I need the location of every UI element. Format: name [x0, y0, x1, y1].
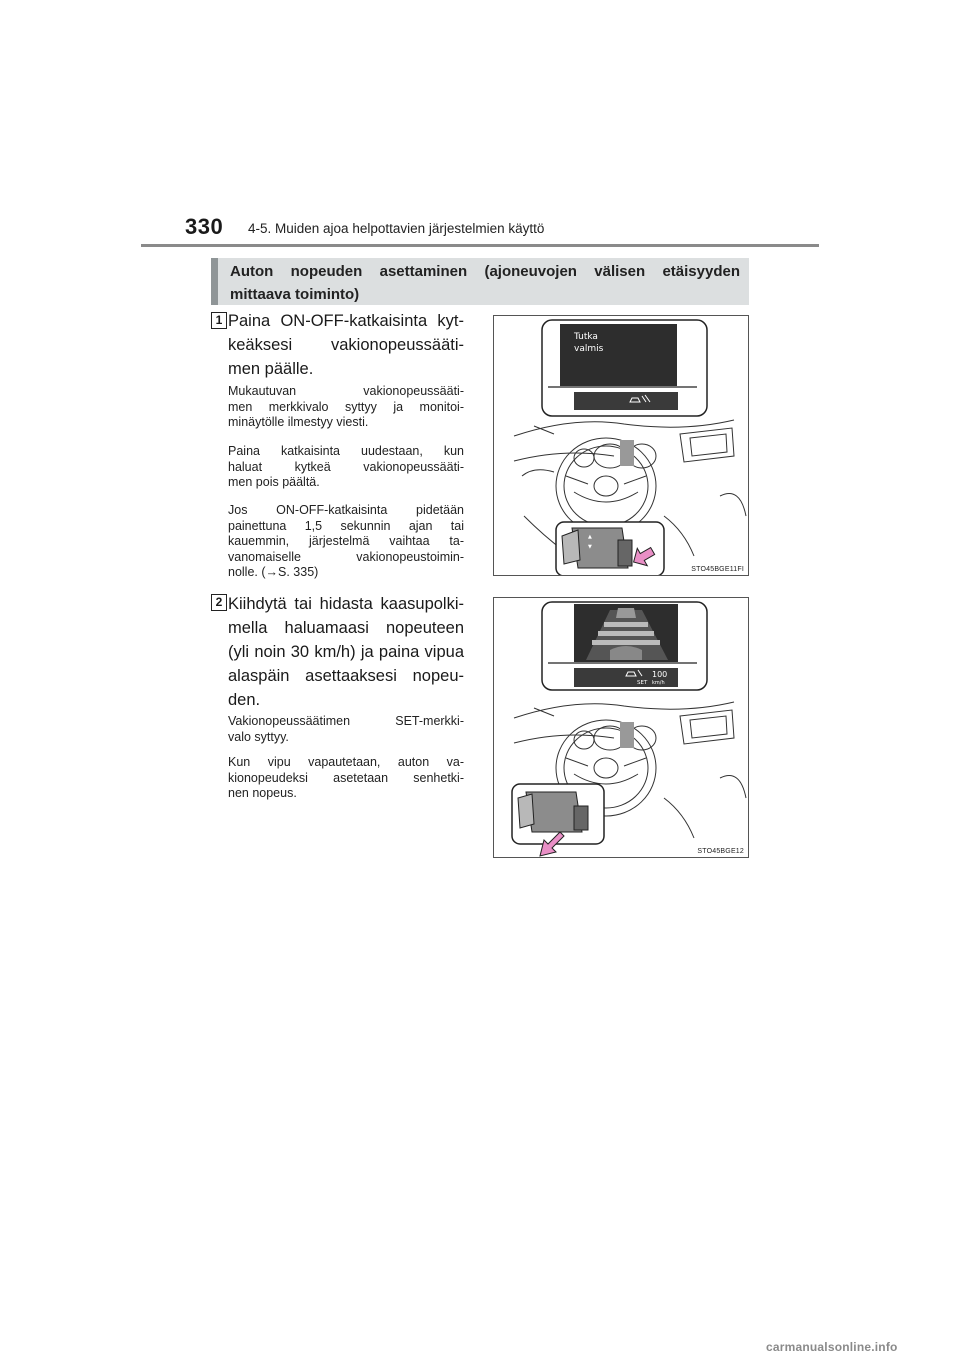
- step-2-note-2: [228, 755, 464, 802]
- chapter-title: 4-5. Muiden ajoa helpottavien järjestelmien käyttö: [248, 221, 545, 236]
- set-speed-unit: km/h: [652, 680, 665, 686]
- note-line: Kun vipu vapautetaan, auton va-: [228, 755, 464, 769]
- step-2-heading-line: (yli noin 30 km/h) ja paina vipua: [228, 643, 464, 661]
- note-line: painettuna 1,5 sekunnin ajan tai: [228, 518, 464, 533]
- note-line: nen nopeus.: [228, 786, 297, 800]
- cockpit-illustration: [494, 598, 749, 858]
- section-title-line-2: mittaava toiminto): [230, 286, 360, 303]
- step-1-heading-line: Paina ON-OFF-katkaisinta kyt-: [228, 312, 464, 330]
- figure-code: STO45BGE12: [697, 848, 744, 855]
- step-2-heading: [228, 592, 464, 712]
- step-2-heading-line: Kiihdytä tai hidasta kaasupolki-: [228, 595, 464, 613]
- step-number-badge: 2: [211, 594, 227, 611]
- set-indicator: SET: [637, 680, 648, 686]
- step-1-note-1: [228, 384, 464, 431]
- note-line: Jos ON-OFF-katkaisinta pidetään: [228, 503, 464, 517]
- figure-cockpit-set: [493, 597, 749, 858]
- header-divider: [141, 244, 819, 247]
- section-heading: [211, 258, 749, 305]
- note-line: valo syttyy.: [228, 729, 289, 744]
- page-number: 330: [185, 214, 224, 239]
- display-text-line-1: Tutka: [574, 332, 598, 342]
- step-1-heading: [228, 309, 464, 381]
- note-line: haluat kytkeä vakionopeussääti-: [228, 459, 464, 474]
- step-number-badge: 1: [211, 312, 227, 329]
- step-1-note-2: [228, 444, 464, 491]
- step-2-heading-line: alaspäin asettaaksesi nopeu-: [228, 667, 464, 685]
- set-speed-value: 100: [652, 670, 668, 679]
- step-2-heading-line: mella haluamaasi nopeuteen: [228, 619, 464, 637]
- note-line: minäytölle ilmestyy viesti.: [228, 415, 369, 429]
- step-1-heading-line: keäksesi vakionopeussääti-: [228, 336, 464, 354]
- note-line: Paina katkaisinta uudestaan, kun: [228, 444, 464, 458]
- figure-cockpit-on-off: [493, 315, 749, 576]
- note-line: men merkkivalo syttyy ja monitoi-: [228, 399, 464, 414]
- note-line: vanomaiselle vakionopeustoimin-: [228, 549, 464, 564]
- note-line: men pois päältä.: [228, 475, 320, 489]
- watermark: carmanualsonline.info: [766, 1340, 898, 1354]
- lever-label: ▼: [588, 544, 592, 550]
- step-2-heading-line: den.: [228, 691, 261, 709]
- section-title-line-1: Auton nopeuden asettaminen (ajoneuvojen välisen etäisyyden: [230, 263, 740, 280]
- display-text-line-2: valmis: [574, 344, 604, 354]
- note-line: Vakionopeussäätimen SET-merkki-: [228, 714, 464, 728]
- note-line: nolle. (→S. 335): [228, 565, 319, 579]
- step-2-note-1: [228, 714, 464, 745]
- note-line: Mukautuvan vakionopeussääti-: [228, 384, 464, 398]
- cockpit-illustration: [494, 316, 749, 576]
- note-line: kionopeudeksi asetetaan senhetki-: [228, 770, 464, 785]
- figure-code: STO45BGE11FI: [691, 566, 744, 573]
- lever-label: ▲: [588, 534, 592, 540]
- step-1-heading-line: men päälle.: [228, 360, 314, 378]
- step-1-note-3: [228, 503, 464, 581]
- note-line: kauemmin, järjestelmä vaihtaa ta-: [228, 534, 464, 548]
